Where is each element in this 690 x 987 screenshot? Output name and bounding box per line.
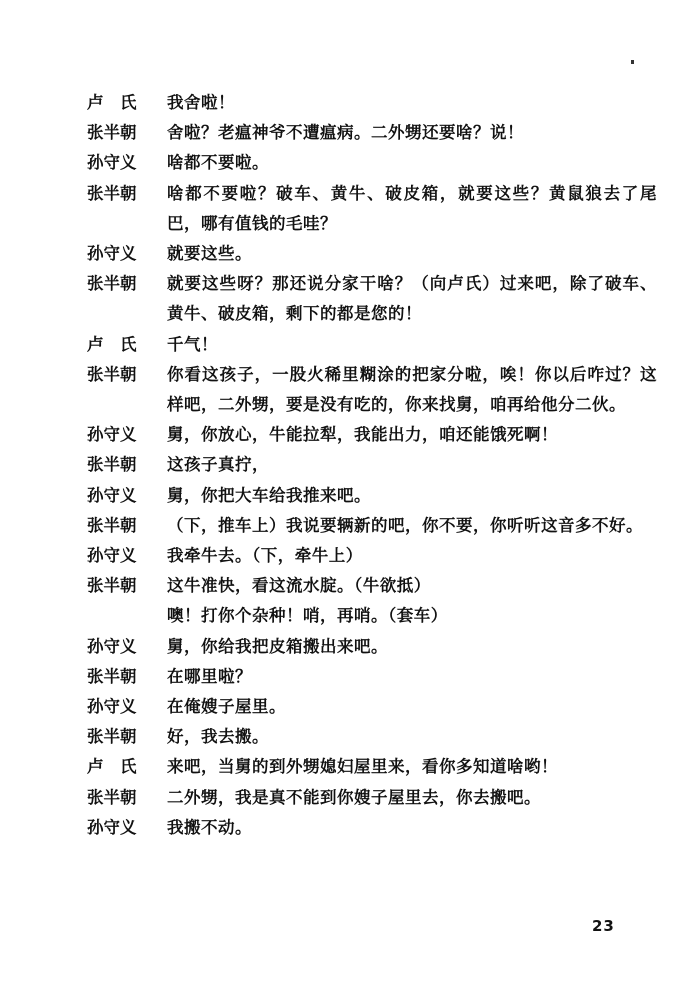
speech-paragraph: 来吧，当舅的到外甥媳妇屋里来，看你多知道啥哟！ <box>167 757 558 777</box>
speech-paragraph: 噢！打你个杂种！哨，再哨。（套车） <box>167 606 448 626</box>
speaker-name: 张半朝 <box>87 787 137 807</box>
speaker-name: 孙守义 <box>87 425 137 445</box>
dialogue-line <box>87 632 657 662</box>
speech-text <box>167 722 657 752</box>
speech-paragraph: 就要这些。 <box>167 244 252 264</box>
speech-paragraph: 这牛准快，看这流水腚。（牛欲抵） <box>167 576 431 596</box>
speaker-name: 孙守义 <box>87 546 137 566</box>
speech-paragraph: 二外甥，我是真不能到你嫂子屋里去，你去搬吧。 <box>167 787 541 807</box>
speech-paragraph: 好，我去搬。 <box>167 727 269 747</box>
dialogue-line <box>87 450 657 480</box>
dialogue-line <box>87 148 657 178</box>
speech-paragraph: 舍啦？老瘟神爷不遭瘟病。二外甥还要啥？说！ <box>167 123 524 143</box>
speech-paragraph: 这孩子真拧， <box>167 455 269 475</box>
speech-text <box>167 752 657 782</box>
speech-paragraph: 舅，你给我把皮箱搬出来吧。 <box>167 636 388 656</box>
dialogue-line <box>87 118 657 148</box>
speech-text <box>167 813 657 843</box>
dialogue-line <box>87 541 657 571</box>
speech-paragraph: 舅，你把大车给我推来吧。 <box>167 485 371 505</box>
speaker-name: 张半朝 <box>87 455 137 475</box>
speech-paragraph: 千气！ <box>167 334 218 354</box>
speech-text <box>167 541 657 571</box>
speaker-name: 孙守义 <box>87 153 137 173</box>
dialogue-line <box>87 179 657 239</box>
speaker-name: 卢 氏 <box>87 93 137 112</box>
speech-paragraph: 就要这些呀？那还说分家干啥？（向卢氏）过来吧，除了破车、黄牛、破皮箱，剩下的都是您的！ <box>167 274 657 324</box>
dialogue-line <box>87 662 657 692</box>
speaker-name: 张半朝 <box>87 727 137 747</box>
speech-text <box>167 783 657 813</box>
speech-paragraph: 我舍啦！ <box>167 93 235 112</box>
speech-text <box>167 269 657 329</box>
speaker-name: 孙守义 <box>87 817 137 837</box>
speech-text <box>167 239 657 269</box>
speech-paragraph: 在俺嫂子屋里。 <box>167 697 286 717</box>
speech-paragraph: 我牵牛去。（下，牵牛上） <box>167 546 363 566</box>
dialogue-line <box>87 692 657 722</box>
speaker-name: 孙守义 <box>87 636 137 656</box>
dialogue-line <box>87 481 657 511</box>
speech-text <box>167 179 657 239</box>
speech-paragraph: 在哪里啦？ <box>167 666 252 686</box>
speech-text <box>167 632 657 662</box>
speaker-name: 孙守义 <box>87 485 137 505</box>
speech-text <box>167 450 657 480</box>
dialogue-line <box>87 269 657 329</box>
dialogue-line <box>87 88 657 118</box>
dialogue-line <box>87 813 657 843</box>
speech-text <box>167 148 657 178</box>
dialogue-line <box>87 571 657 631</box>
speech-text <box>167 662 657 692</box>
speech-paragraph: 啥都不要啦？破车、黄牛、破皮箱，就要这些？黄鼠狼去了尾巴，哪有值钱的毛哇？ <box>167 183 657 233</box>
print-speck <box>631 60 634 64</box>
dialogue-line <box>87 722 657 752</box>
dialogue-line <box>87 511 657 541</box>
speaker-name: 孙守义 <box>87 697 137 717</box>
speech-text <box>167 420 657 450</box>
dialogue-line <box>87 752 657 782</box>
speech-text <box>167 692 657 722</box>
dialogue-line <box>87 330 657 360</box>
dialogue-line <box>87 239 657 269</box>
speaker-name: 张半朝 <box>87 515 137 535</box>
speech-text <box>167 481 657 511</box>
speech-text <box>167 118 657 148</box>
speech-text <box>167 571 657 631</box>
speaker-name: 张半朝 <box>87 666 137 686</box>
speech-paragraph: （下，推车上）我说要辆新的吧，你不要，你听听这音多不好。 <box>167 515 643 535</box>
speaker-name: 张半朝 <box>87 364 137 384</box>
speaker-name: 卢 氏 <box>87 334 137 354</box>
speech-text <box>167 360 657 420</box>
speech-text <box>167 88 657 118</box>
speaker-name: 孙守义 <box>87 244 137 264</box>
speech-text <box>167 511 657 541</box>
speech-text <box>167 330 657 360</box>
speaker-name: 卢 氏 <box>87 757 137 777</box>
speaker-name: 张半朝 <box>87 274 137 294</box>
speech-paragraph: 我搬不动。 <box>167 817 252 837</box>
dialogue-line <box>87 783 657 813</box>
dialogue-line <box>87 360 657 420</box>
page-number: 23 <box>592 917 615 935</box>
speech-paragraph: 舅，你放心，牛能拉犁，我能出力，咱还能饿死啊！ <box>167 425 558 445</box>
speaker-name: 张半朝 <box>87 123 137 143</box>
speech-paragraph: 你看这孩子，一股火稀里糊涂的把家分啦，唉！你以后咋过？这样吧，二外甥，要是没有吃的，你来找舅，咱再给他分二伙。 <box>167 364 657 415</box>
dialogue-script <box>87 88 657 843</box>
speaker-name: 张半朝 <box>87 576 137 596</box>
speech-paragraph: 啥都不要啦。 <box>167 153 269 173</box>
speaker-name: 张半朝 <box>87 183 137 203</box>
dialogue-line <box>87 420 657 450</box>
